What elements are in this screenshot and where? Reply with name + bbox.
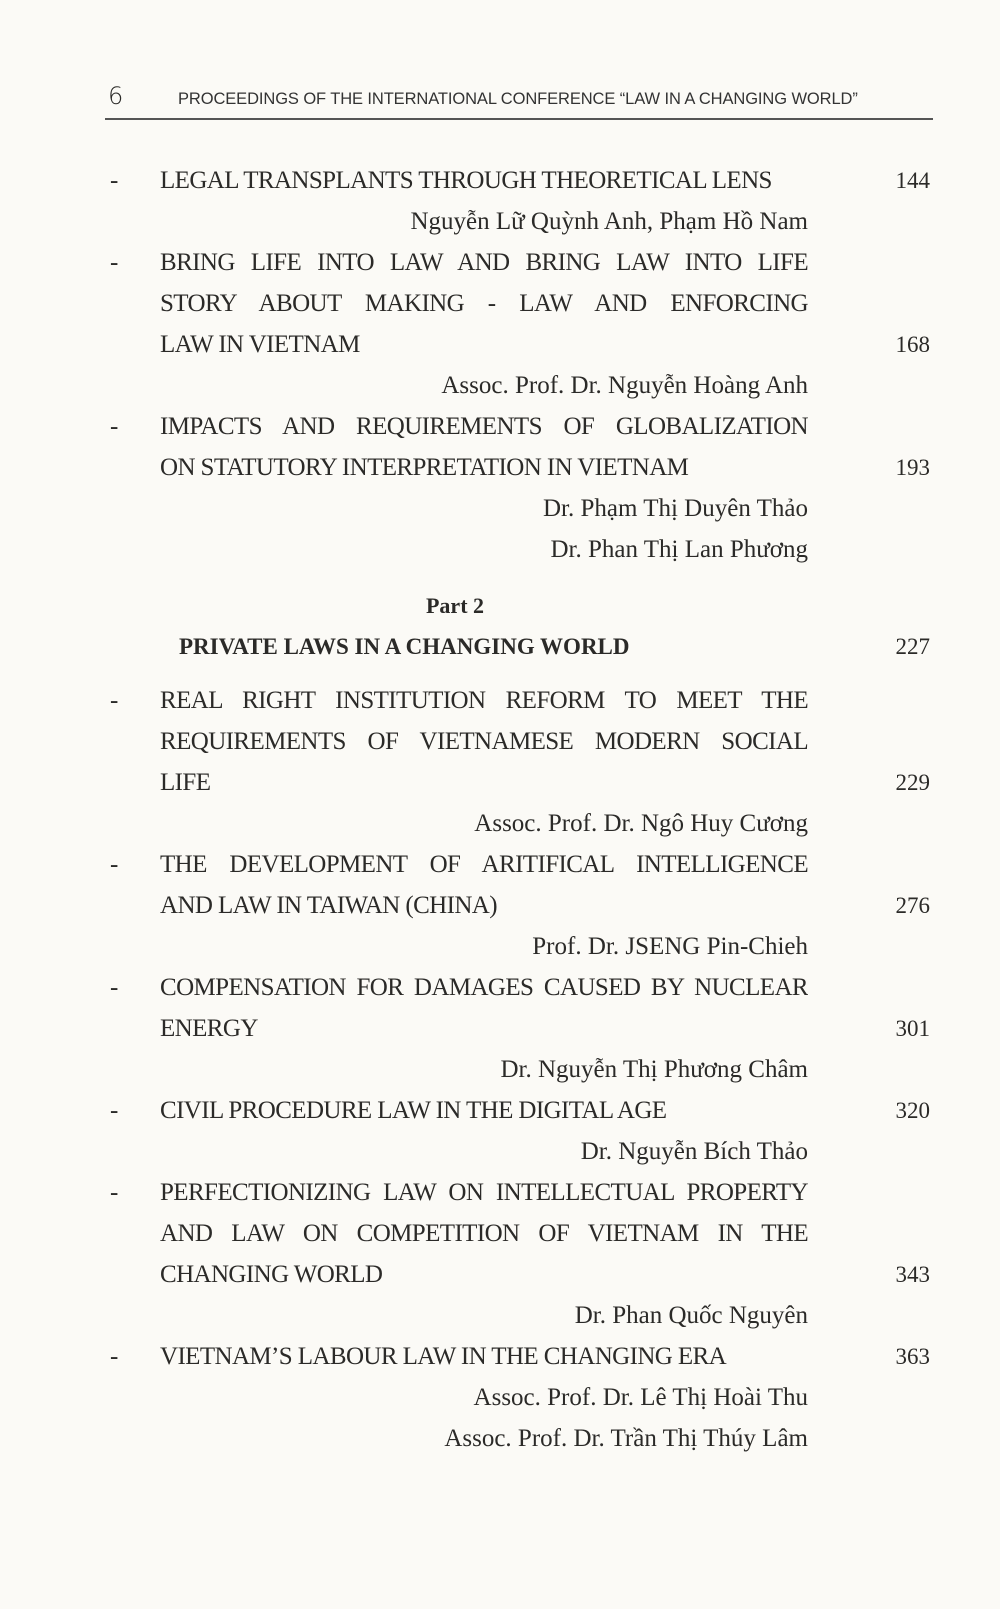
toc-entry [105,844,933,967]
part-label-row [105,585,933,626]
table-of-contents [105,160,933,1459]
entry-page: 193 [895,455,930,480]
toc-entry [105,680,933,844]
entry-author: Dr. Phan Thị Lan Phương [550,536,808,563]
entry-author: Assoc. Prof. Dr. Lê Thị Hoài Thu [473,1384,808,1411]
entry-title-line: IMPACTS AND REQUIREMENTS OF GLOBALIZATION [160,413,808,440]
entry-title-line: ENERGY [160,1015,258,1042]
author-row [105,1377,933,1418]
page-number: 6 [108,82,124,110]
title-row [105,1254,933,1295]
entry-page: 301 [895,1016,930,1041]
title-row [105,762,933,803]
bullet-dash: - [110,167,119,194]
part-title: PRIVATE LAWS IN A CHANGING WORLD [179,634,630,659]
bullet-dash: - [110,851,119,878]
bullet-dash: - [110,687,119,714]
toc-entry [105,1090,933,1172]
header-rule [105,118,933,120]
entry-page: 363 [895,1344,930,1369]
toc-entry [105,242,933,406]
entry-title-line: VIETNAM’S LABOUR LAW IN THE CHANGING ERA [160,1343,727,1370]
bullet-dash: - [110,1179,119,1206]
bullet-dash: - [110,413,119,440]
toc-entry [105,1172,933,1336]
entry-title-line: STORY ABOUT MAKING - LAW AND ENFORCING [160,290,808,317]
entry-author: Dr. Nguyễn Thị Phương Châm [500,1056,808,1083]
entry-author: Dr. Nguyễn Bích Thảo [580,1138,808,1165]
entry-title-line: CHANGING WORLD [160,1261,383,1288]
title-row [105,885,933,926]
title-row [105,844,933,885]
title-row [105,1090,933,1131]
author-row [105,529,933,570]
entry-title-line: AND LAW IN TAIWAN (CHINA) [160,892,497,919]
entry-title-line: THE DEVELOPMENT OF ARITIFICAL INTELLIGENCE [160,851,808,878]
title-row [105,1172,933,1213]
entry-author: Dr. Phạm Thị Duyên Thảo [542,495,808,522]
title-row [105,447,933,488]
bullet-dash: - [110,1097,119,1124]
entry-title-line: CIVIL PROCEDURE LAW IN THE DIGITAL AGE [160,1097,667,1124]
entry-author: Assoc. Prof. Dr. Ngô Huy Cương [474,810,808,837]
entry-page: 276 [895,893,930,918]
part-section-row [105,626,933,667]
title-row [105,1008,933,1049]
entry-title-line: LIFE [160,769,211,796]
toc-entry [105,1336,933,1459]
author-row [105,488,933,529]
entry-author: Nguyễn Lữ Quỳnh Anh, Phạm Hồ Nam [410,208,808,235]
author-row [105,1131,933,1172]
entry-title-line: AND LAW ON COMPETITION OF VIETNAM IN THE [160,1220,808,1247]
part-page: 227 [895,634,930,659]
entry-title-line: COMPENSATION FOR DAMAGES CAUSED BY NUCLEAR [160,974,808,1001]
author-row [105,926,933,967]
title-row [105,1213,933,1254]
author-row [105,201,933,242]
entry-author: Dr. Phan Quốc Nguyên [574,1302,808,1329]
toc-entry [105,160,933,242]
entry-title-line: LAW IN VIETNAM [160,331,360,358]
title-row [105,721,933,762]
bullet-dash: - [110,1343,119,1370]
title-row [105,324,933,365]
part-label: Part 2 [425,593,485,618]
entry-page: 144 [895,168,930,193]
author-row [105,1295,933,1336]
entry-author: Assoc. Prof. Dr. Nguyễn Hoàng Anh [441,372,808,399]
entry-page: 320 [895,1098,930,1123]
bullet-dash: - [110,249,119,276]
toc-entry [105,406,933,570]
entry-title-line: REQUIREMENTS OF VIETNAMESE MODERN SOCIAL [160,728,808,755]
entry-title-line: PERFECTIONIZING LAW ON INTELLECTUAL PROPERTY [160,1179,808,1206]
entry-page: 229 [895,770,930,795]
entry-title-line: BRING LIFE INTO LAW AND BRING LAW INTO LIFE [160,249,808,276]
author-row [105,365,933,406]
title-row [105,1336,933,1377]
title-row [105,406,933,447]
title-row [105,160,933,201]
entry-author: Prof. Dr. JSENG Pin-Chieh [532,933,808,960]
author-row [105,803,933,844]
bullet-dash: - [110,974,119,1001]
toc-entry [105,967,933,1090]
title-row [105,680,933,721]
running-header [108,82,932,116]
title-row [105,242,933,283]
author-row [105,1418,933,1459]
entry-page: 343 [895,1262,930,1287]
entry-title-line: LEGAL TRANSPLANTS THROUGH THEORETICAL LENS [160,167,772,194]
author-row [105,1049,933,1090]
entry-page: 168 [895,332,930,357]
header-title: PROCEEDINGS OF THE INTERNATIONAL CONFERENCE “LAW IN A CHANGING WORLD” [178,90,858,108]
title-row [105,283,933,324]
entry-title-line: ON STATUTORY INTERPRETATION IN VIETNAM [160,454,689,481]
entry-title-line: REAL RIGHT INSTITUTION REFORM TO MEET THE [160,687,808,714]
title-row [105,967,933,1008]
entry-author: Assoc. Prof. Dr. Trần Thị Thúy Lâm [444,1425,808,1452]
